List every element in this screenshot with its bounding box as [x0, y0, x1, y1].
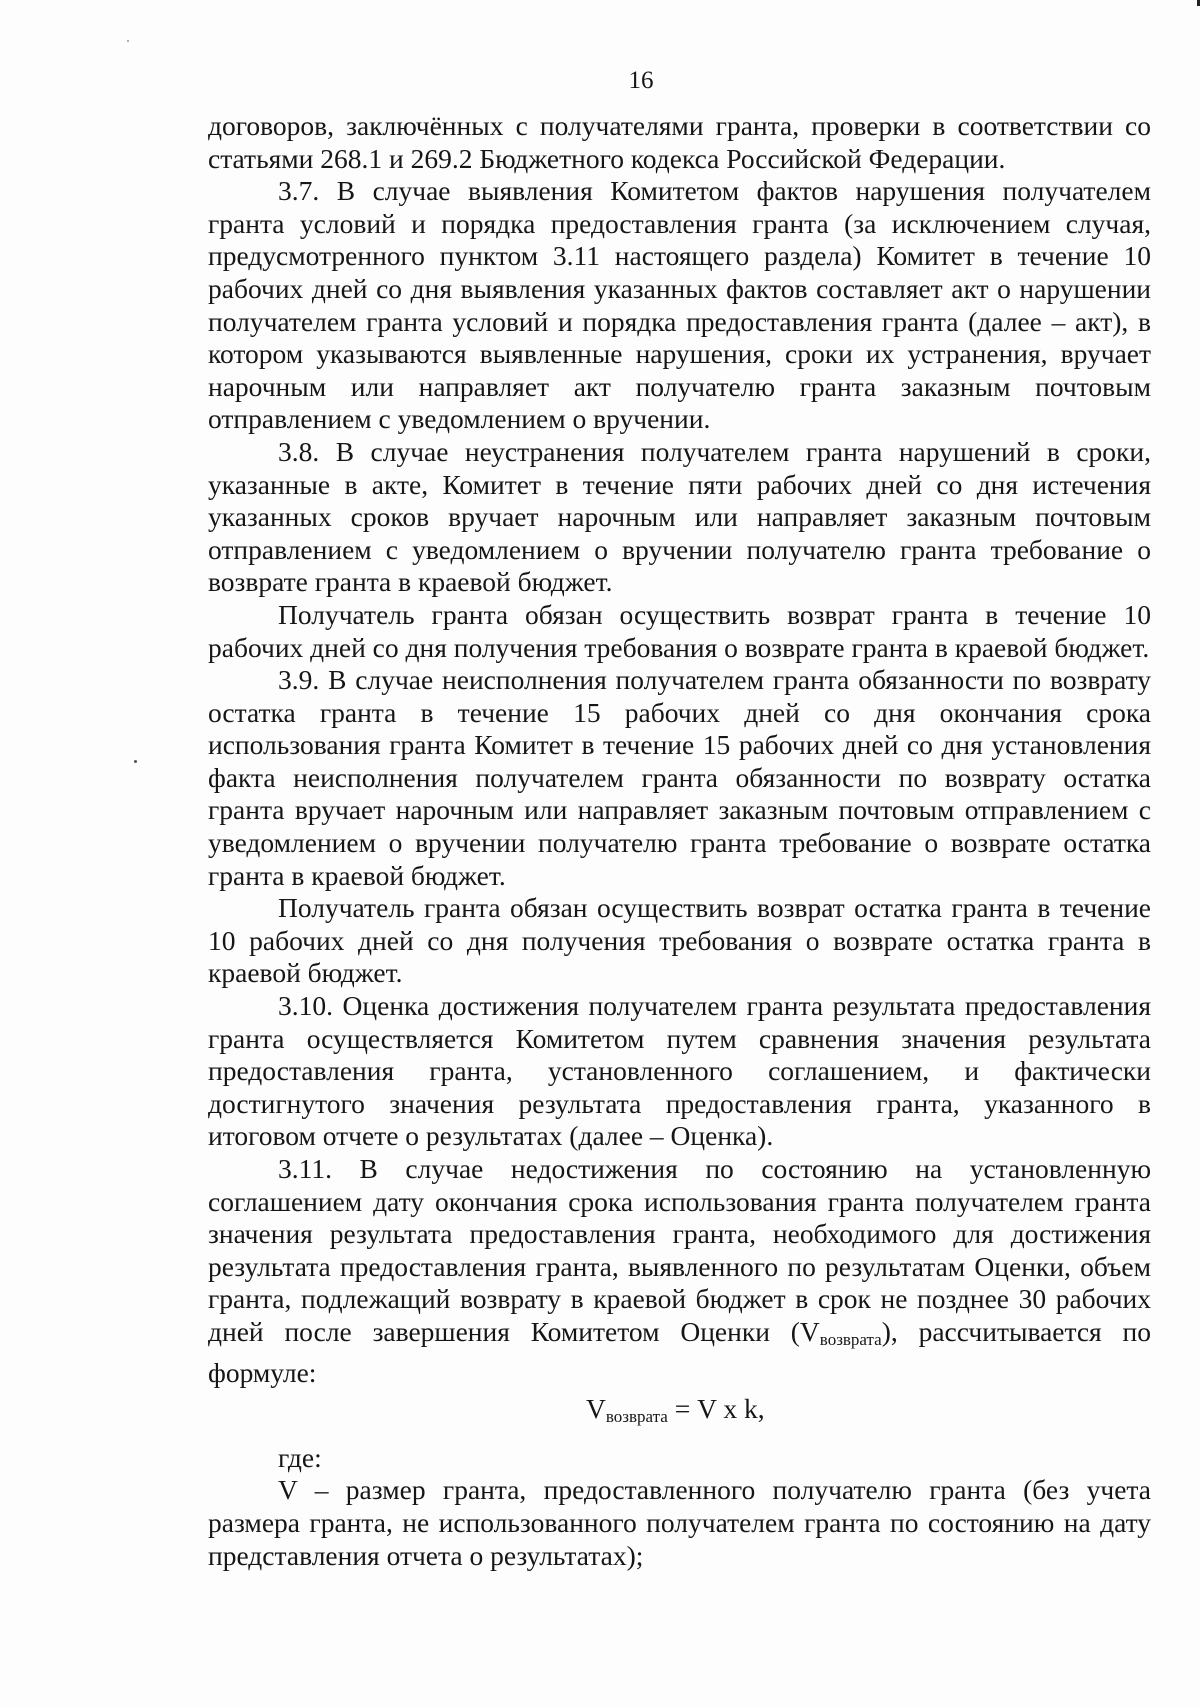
paragraph-3-10: 3.10. Оценка достижения получателем гранта результата предоставления гранта осуществляется Комитетом путем сравнения значения результата предоставления гранта, установленного соглашением, и фактически достигнутого значения результата предоставления гранта, указанного в итоговом отчете о результатах (далее – Оценка).: [208, 990, 1151, 1152]
paragraph-3-11: [208, 1153, 1151, 1389]
formula-lhs-subscript: возврата: [605, 1407, 668, 1427]
document-body: [208, 110, 1151, 1572]
paragraph-3-7: 3.7. В случае выявления Комитетом фактов нарушения получателем гранта условий и порядка предоставления гранта (за исключением случая, предусмотренного пунктом 3.11 настоящего раздела) Комитет в течение 10 рабочих дней со дня выявления указанных фактов составляет акт о нарушении получателем гранта условий и порядка предоставления гранта (далее – акт), в котором указываются выявленные нарушения, сроки их устранения, вручает нарочным или направляет акт получателю гранта заказным почтовым отправлением с уведомлением о вручении.: [208, 175, 1151, 435]
formula-rhs: = V x k,: [667, 1393, 765, 1425]
paragraph-3-11-text-end: ), рассчитывается по формуле:: [208, 1315, 1151, 1388]
formula-lhs: V: [586, 1393, 606, 1425]
where-label: где:: [278, 1441, 322, 1473]
scan-speck: [134, 760, 137, 763]
paragraph-3-9-obligation: Получатель гранта обязан осуществить возврат остатка гранта в течение 10 рабочих дней со дня получения требования о возврате остатка гранта в краевой бюджет.: [208, 892, 1151, 989]
paragraph-3-11-text: 3.11. В случае недостижения по состоянию на установленную соглашением дату окончания срока использования гранта получателем гранта значения результата предоставления гранта, необходимого для достижения результата предоставления гранта, выявленного по результатам Оценки, объем гранта, подлежащий возврату в краевой бюджет в срок не позднее 30 рабочих дней после завершения Комитетом Оценки (V: [208, 1153, 1151, 1347]
paragraph-3-8: 3.8. В случае неустранения получателем гранта нарушений в сроки, указанные в акте, Комитет в течение пяти рабочих дней со дня истечения указанных сроков вручает нарочным или направляет заказным почтовым отправлением с уведомлением о вручении получателю гранта требование о возврате гранта в краевой бюджет.: [208, 435, 1151, 598]
scan-speck: [127, 40, 129, 42]
paragraph-continuation: договоров, заключённых с получателями гранта, проверки в соответствии со статьями 268.1 и 269.2 Бюджетного кодекса Российской Федерации.: [208, 110, 1151, 174]
paragraph-3-9: 3.9. В случае неисполнения получателем гранта обязанности по возврату остатка гранта в течение 15 рабочих дней со дня окончания срока использования гранта Комитет в течение 15 рабочих дней со дня установления факта неисполнения получателем гранта обязанности по возврату остатка гранта вручает нарочным или направляет заказным почтовым отправлением с уведомлением о вручении получателю гранта требование о возврате остатка гранта в краевой бюджет.: [208, 664, 1151, 891]
subscript-vozvrata: возврата: [819, 1329, 882, 1349]
paragraph-3-8-obligation: Получатель гранта обязан осуществить возврат гранта в течение 10 рабочих дней со дня получения требования о возврате гранта в краевой бюджет.: [208, 598, 1151, 663]
page-number: 16: [628, 67, 654, 94]
paragraph-v-definition: V – размер гранта, предоставленного получателю гранта (без учета размера гранта, не использованного получателем гранта по состоянию на дату представления отчета о результатах);: [208, 1474, 1151, 1571]
formula: [208, 1393, 1151, 1434]
